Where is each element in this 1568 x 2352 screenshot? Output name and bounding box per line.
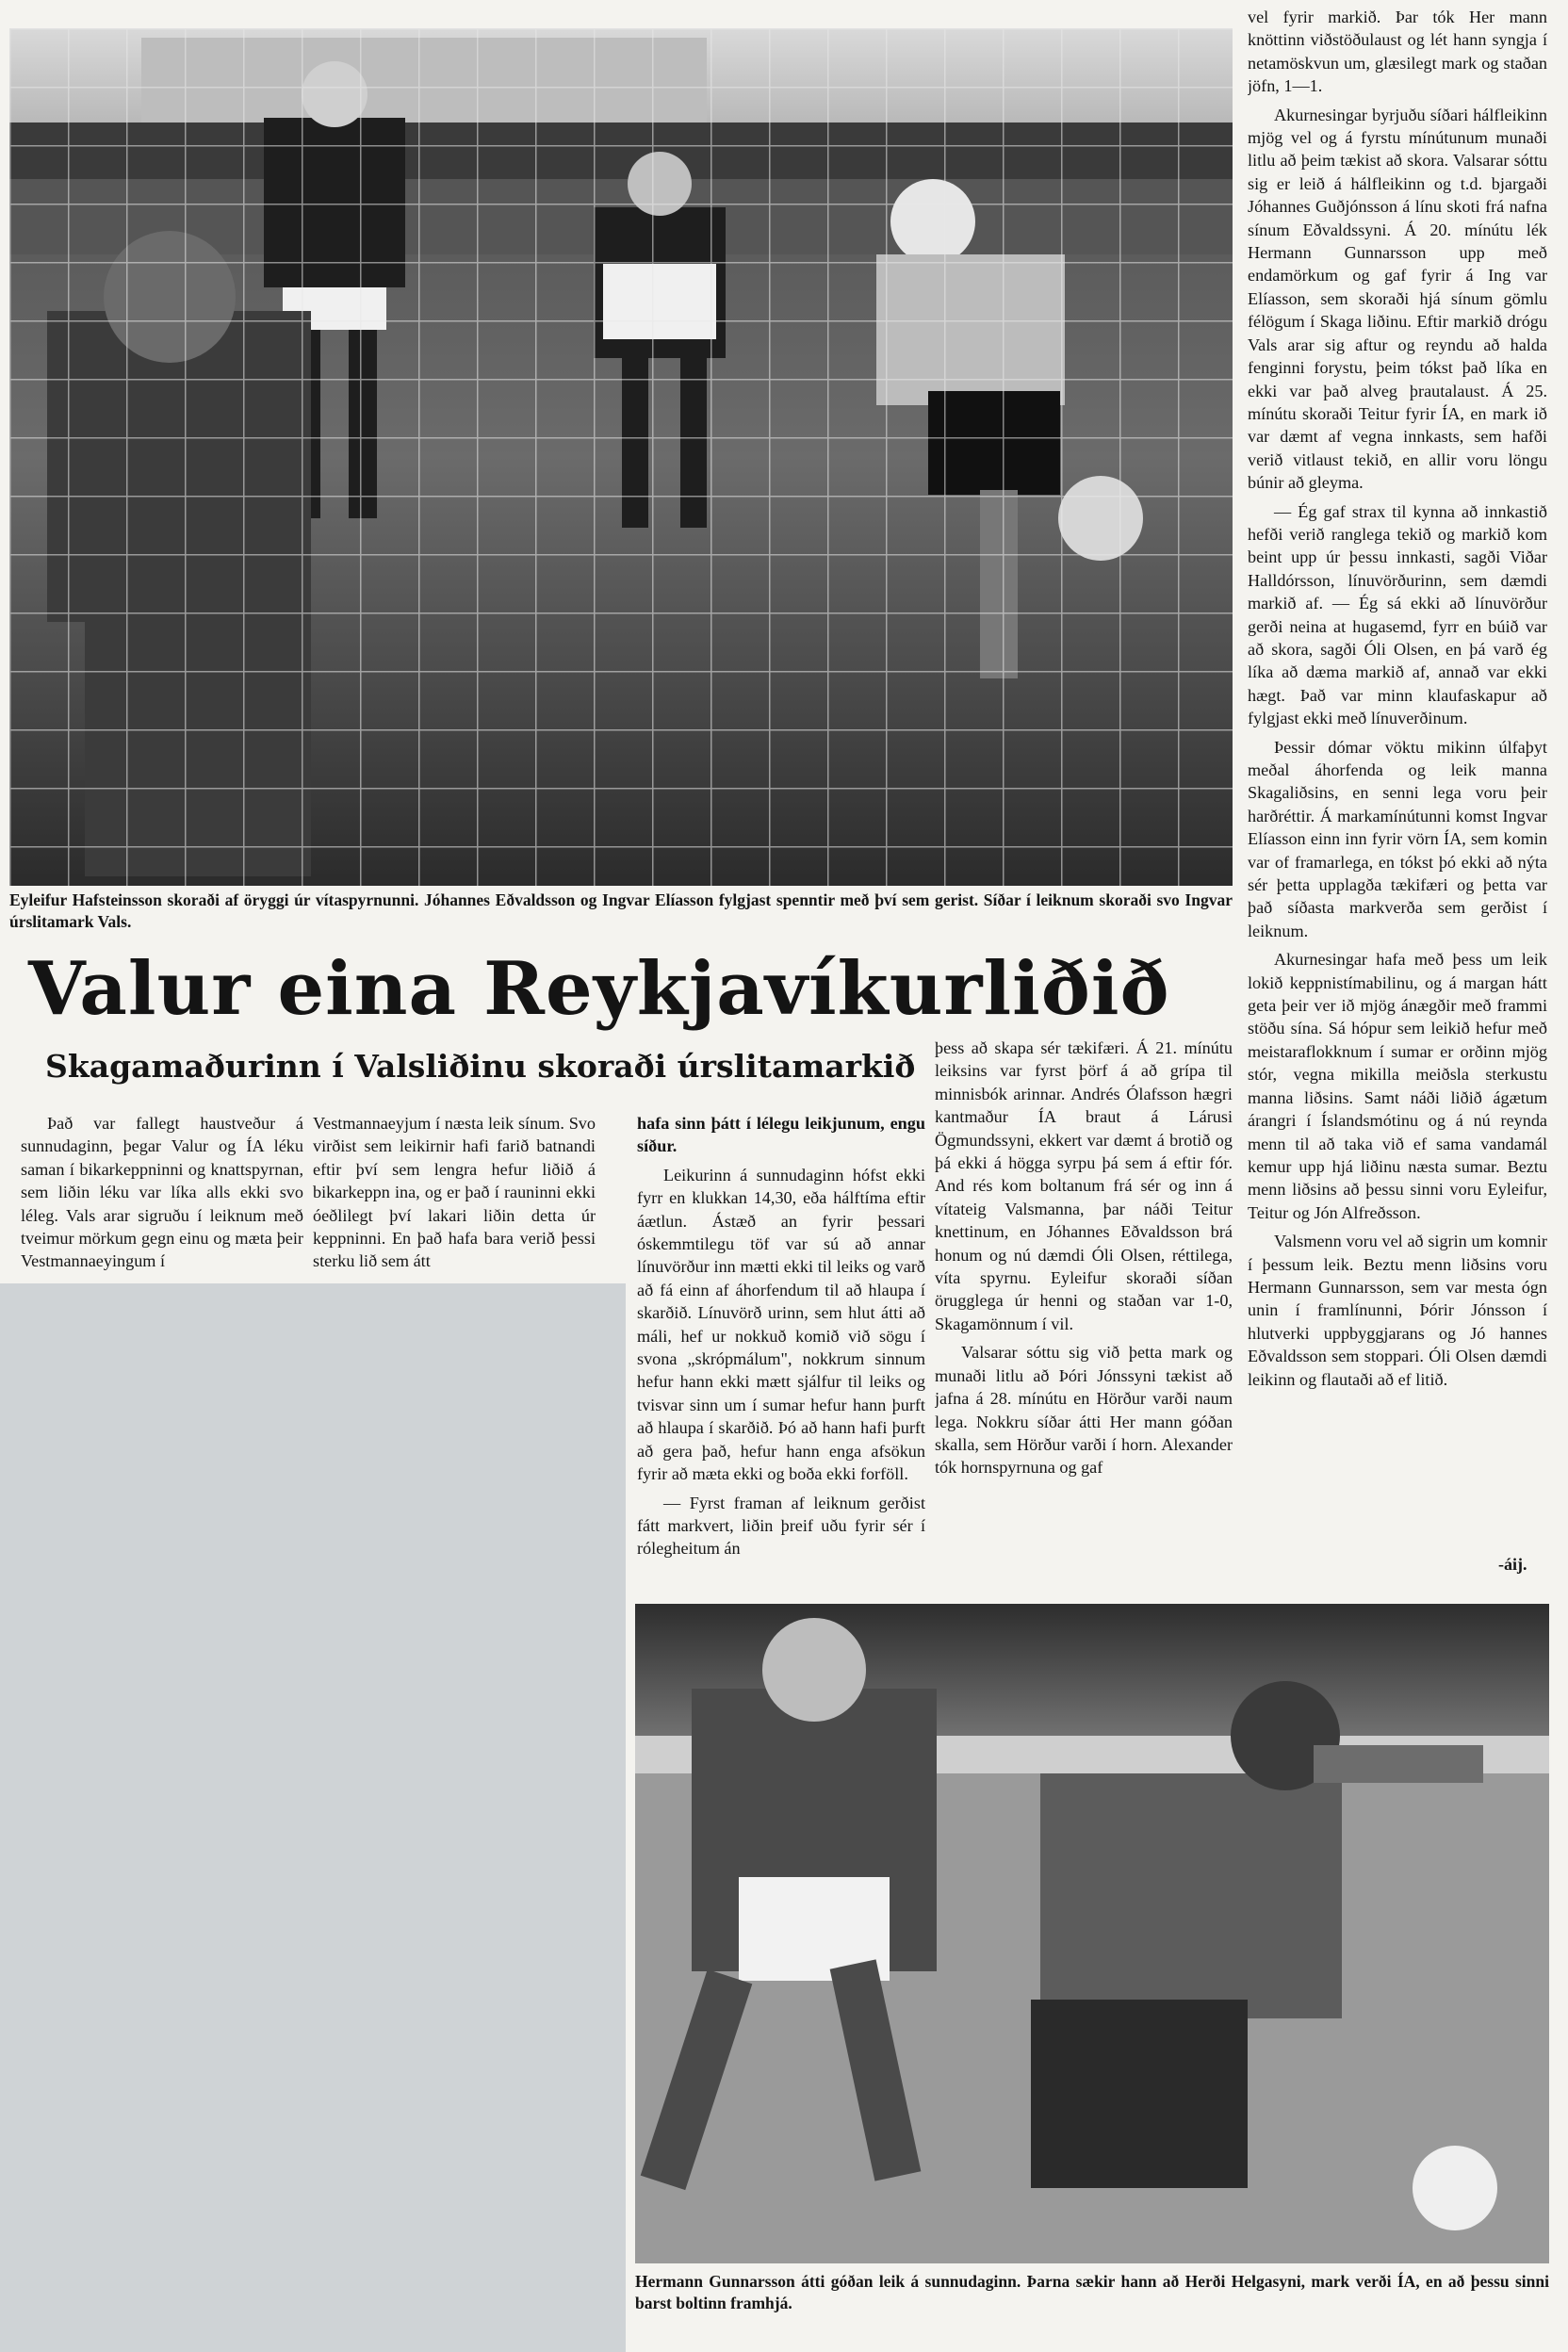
column-2-paragraph: Vestmannaeyjum í næsta leik sínum. Svo virðist sem leikirnir hafi farið batnandi eftir því sem lengra hefur liðið á bikarkeppn ina, og er það í rauninni ekki óeðlilegt því lakari liðin detta úr keppninni. En það hafa bara verið þessi sterku lið sem átt — [313, 1114, 596, 1271]
column-3-paragraph: Leikurinn á sunnudaginn hófst ekki fyrr en klukkan 14,30, eða hálftíma eftir áætlun. Ástæð an fyrir þessari óskemmtilegu töf var sú að annar línuvörður inn mætti ekki til leiks og varð að fá einn af áhorfendum til að hlaupa í skarðið. Línuvörð urinn, sem hlut átti að máli, hef ur nokkuð komið við sögu í svona „skrópmálum", nokkrum sinnum hefur hann ekki mætt sjálfur til leiks og tvisvar sinn um í sumar hefur hann þurft að hlaupa í skarðið. Þó að hann hafi þurft að gera það, hefur hann enga afsökun fyrir að mæta ekki og boða ekki forföll. — [637, 1165, 925, 1484]
column-5-paragraph: Valsmenn voru vel að sigrin um komnir í þessum leik. Beztu menn liðsins voru Hermann Gunnarsson, sem var mesta ógn unin í framlínunni, Þórir Jónsson í hlutverki uppbyggjarans og Jó hannes Eðvaldsson sem stoppari. Óli Olsen dæmdi leikinn og flautaði að ef litið. — [1248, 1232, 1547, 1389]
column-4-paragraph: þess að skapa sér tækifæri. Á 21. mínútu leiksins var fyrst þörf á að grípa til minnisbók arinnar. Andrés Ólafsson hægri kantmaður ÍA braut á Lárusi Ögmundssyni, ekkert var dæmt á brotið og þá ekki á högga syrpu þá sem á eftir fór. And rés kom boltanum frá sér og inn á vítateig Valsmanna, þar náði Teitur knettinum, en Jóhannes Eðvaldsson brá honum og nú dæmdi Óli Olsen, réttilega, víta spyrnu. Eyleifur skoraði síðan örugglega úr henni og staðan var 1-0, Skagamönnum í vil. — [935, 1038, 1233, 1333]
column-5-paragraph: Akurnesingar byrjuðu síðari hálfleikinn mjög vel og á fyrstu mínútunum munaði litlu að þeim tækist að skora. Valsarar sóttu sig er leið á hálfleikinn og t.d. bjargaði Jóhannes Guðjónsson á línu skoti frá nafna sínum Eðvaldssyni. Á 20. mínútu lék Hermann Gunnarsson upp með endamörkum og gaf fyrir á Ing var Elíasson, sem skoraði hjá sínum gömlu félögum í Skaga liðinu. Eftir markið drógu Vals arar sig aftur og reyndu að halda fenginni forystu, þeim tókst það líka en ekki var það alveg þrautalaust. Á 25. mínútu skoraði Teitur fyrir ÍA, en mark ið var dæmt af vegna innkasts, sem hafði verið vitlaust tekið, en allir voru löngu búnir að gleyma. — [1248, 105, 1547, 493]
column-3-paragraph: hafa sinn þátt í lélegu leikjunum, engu síður. — [637, 1114, 925, 1156]
column-1-paragraph: Það var fallegt haustveður á sunnudaginn, þegar Valur og ÍA léku saman í bikarkeppninni og knattspyrnan, sem liðin léku var líka alls ekki svo léleg. Vals arar sigruðu í leiknum með tveimur mörkum gegn einu og mæta þeir Vestmannaeyingum í — [21, 1114, 303, 1271]
column-5-paragraph: Akurnesingar hafa með þess um leik lokið keppnistímabilinu, og á margan hátt geta þeir ver ið mjög ánægðir með frammi stöðu sína. Sá hópur sem leikið hefur með meistaraflokknum í sumar er orðinn mjög stór, vegna mikilla meiðsla sterkustu manna liðsins. Samt náði liðið ágætum árangri í Íslandsmótinu og á nú reynda menn til að taka við ef sama vandamál kemur upp hjá liðinu næsta sumar. Beztu menn liðsins að þessu sinni voru Eyleifur, Teitur og Jón Alfreðsson. — [1248, 950, 1547, 1222]
author-signature: -áij. — [1498, 1555, 1527, 1574]
subheadline: Skagamaðurinn í Valsliðinu skoraði úrslitamarkið — [45, 1048, 916, 1085]
top-photo-caption: Eyleifur Hafsteinsson skoraði af öryggi úr vítaspyrnunni. Jóhannes Eðvaldsson og Ingvar Elíasson fylgjast spenntir með því sem gerist. Síðar í leiknum skoraði svo Ingvar úrslitamark Vals. — [9, 890, 1233, 931]
article-column-1 — [21, 1112, 303, 1291]
column-3-paragraph: — Fyrst framan af leiknum gerðist fátt markvert, liðin þreif uðu fyrir sér í rólegheitum án — [637, 1493, 925, 1559]
column-4-paragraph: Valsarar sóttu sig við þetta mark og munaði litlu að Þóri Jónssyni tækist að jafna á 28. mínútu en Hörður varði naum lega. Nokkru síðar átti Her mann góðan skalla, sem Hörður varði í horn. Alexander tók hornspyrnuna og gaf — [935, 1343, 1233, 1478]
article-column-2 — [313, 1112, 596, 1291]
article-column-3 — [637, 1112, 925, 1583]
column-5-paragraph: Þessir dómar vöktu mikinn úlfaþyt meðal áhorfenda og leik manna Skagaliðsins, en senni lega voru þeir harðréttir. Á markamínútunni komst Ingvar Elíasson einn inn fyrir vörn ÍA, sem komin var of framarlega, en tókst þó ekki að nýta sér þetta upplagða tækifæri og þetta var það síðasta markverða sem gerðist í leiknum. — [1248, 737, 1547, 940]
bottom-photo-caption: Hermann Gunnarsson átti góðan leik á sunnudaginn. Þarna sækir hann að Herði Helgasyni, mark verði ÍA, en að þessu sinni barst boltinn framhjá. — [635, 2272, 1549, 2312]
column-5-paragraph: — Ég gaf strax til kynna að innkastið hefði verið ranglega tekið og markið kom beint upp úr þessu innkasti, sagði Viðar Halldórsson, línuvörðurinn, sem dæmdi markið af. — Ég sá ekki að línuvörður gerði neina at hugasemd, fyrr en búið var að skora, sagði Óli Olsen, en þá varð ég líka að dæma markið af, annað var ekki hægt. Það var minn klaufaskapur að fylgjast ekki með línuverðinum. — [1248, 501, 1547, 728]
bottom-photo — [635, 1604, 1549, 2263]
article-column-5 — [1248, 6, 1547, 1551]
top-photo — [9, 28, 1233, 886]
column-5-paragraph: vel fyrir markið. Þar tók Her mann knöttinn viðstöðulaust og lét hann syngja í netamöskvun um, glæsilegt mark og staðan jöfn, 1—1. — [1248, 8, 1547, 96]
headline: Valur eina Reykjavíkurliðið — [28, 946, 1170, 1032]
article-column-4 — [935, 1037, 1233, 1583]
